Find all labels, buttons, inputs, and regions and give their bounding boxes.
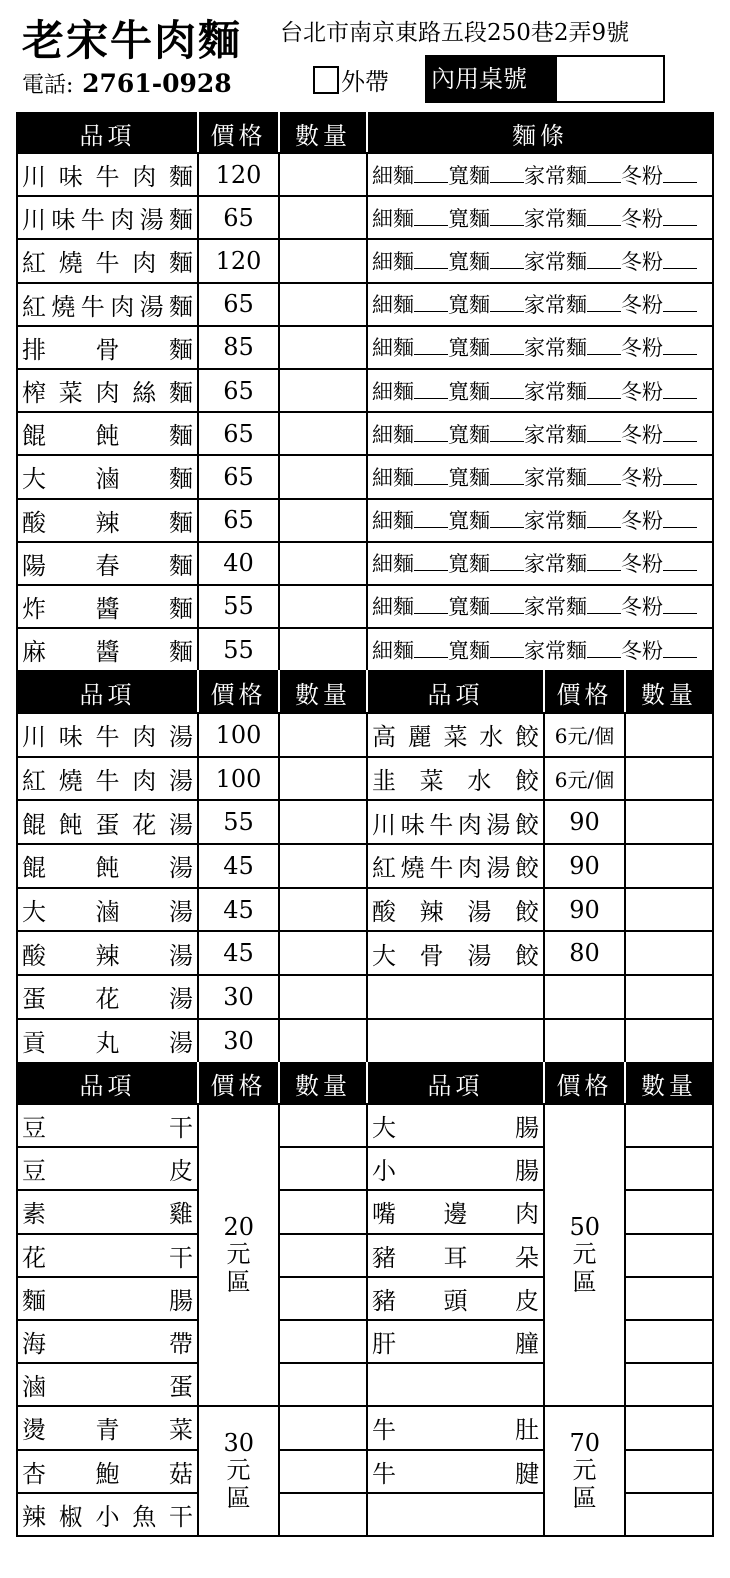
- item-price: 55: [198, 800, 279, 844]
- quantity-cell[interactable]: [625, 975, 713, 1019]
- item-name: 紅燒牛肉麵: [17, 239, 198, 282]
- noodle-option-blank[interactable]: [587, 384, 621, 399]
- item-name: 牛肚: [367, 1406, 544, 1449]
- noodle-option-blank[interactable]: [587, 297, 621, 312]
- table-row: [17, 239, 713, 282]
- noodle-option-blank[interactable]: [414, 297, 448, 312]
- table-row: [17, 1104, 713, 1147]
- table-row: [17, 196, 713, 239]
- noodle-option-blank[interactable]: [663, 427, 697, 442]
- quantity-cell[interactable]: [279, 1234, 367, 1277]
- noodle-option-label: 冬粉: [621, 293, 663, 318]
- item-name: 大骨湯餃: [367, 931, 544, 975]
- noodle-option-label: 冬粉: [621, 552, 663, 577]
- quantity-cell[interactable]: [279, 153, 367, 196]
- table-number-field[interactable]: [555, 55, 665, 103]
- table-row: [17, 800, 713, 844]
- noodle-option-label: 寬麵: [448, 638, 490, 663]
- item-name: 川味牛肉湯餃: [367, 800, 544, 844]
- item-name: 酸辣麵: [17, 499, 198, 542]
- noodle-option-label: 細麵: [372, 206, 414, 231]
- item-name: 餛飩麵: [17, 412, 198, 455]
- table-row: [17, 975, 713, 1019]
- noodle-option-blank[interactable]: [490, 470, 524, 485]
- quantity-cell[interactable]: [279, 975, 367, 1019]
- noodle-option-blank[interactable]: [414, 384, 448, 399]
- item-name: 餛飩蛋花湯: [17, 800, 198, 844]
- quantity-cell[interactable]: [279, 1104, 367, 1147]
- item-name: 豆皮: [17, 1147, 198, 1190]
- item-name: 貢丸湯: [17, 1019, 198, 1063]
- item-price: 85: [198, 326, 279, 369]
- col-header-qty: 數量: [625, 1063, 713, 1104]
- table-row: [17, 757, 713, 801]
- noodle-option-blank[interactable]: [414, 556, 448, 571]
- price-zone-label: 50元區: [569, 1212, 601, 1296]
- item-name: 大腸: [367, 1104, 544, 1147]
- item-price: 65: [198, 412, 279, 455]
- noodle-table: [16, 112, 714, 672]
- noodle-option-label: 家常麵: [524, 293, 587, 318]
- noodle-option-label: 家常麵: [524, 336, 587, 361]
- item-price: 45: [198, 888, 279, 932]
- noodle-option-blank[interactable]: [490, 168, 524, 183]
- col-header-price: 價格: [198, 671, 279, 713]
- noodle-option-blank[interactable]: [414, 168, 448, 183]
- col-header-price: 價格: [544, 671, 625, 713]
- quantity-cell[interactable]: [279, 888, 367, 932]
- col-header-qty: 數量: [279, 1063, 367, 1104]
- quantity-cell[interactable]: [279, 1493, 367, 1536]
- noodle-option-label: 細麵: [372, 293, 414, 318]
- item-name: 川味牛肉湯麵: [17, 196, 198, 239]
- noodle-option-label: 細麵: [372, 336, 414, 361]
- noodle-option-label: 寬麵: [448, 293, 490, 318]
- item-price: 40: [198, 542, 279, 585]
- takeout-option[interactable]: [313, 62, 389, 97]
- noodle-option-blank[interactable]: [663, 254, 697, 269]
- quantity-cell[interactable]: [279, 369, 367, 412]
- table-row: [17, 844, 713, 888]
- noodle-option-label: 冬粉: [621, 206, 663, 231]
- noodle-option-label: 寬麵: [448, 509, 490, 534]
- noodle-option-label: 家常麵: [524, 595, 587, 620]
- quantity-cell[interactable]: [279, 542, 367, 585]
- item-name: 麵腸: [17, 1277, 198, 1320]
- table-row: [17, 283, 713, 326]
- noodle-options: [367, 196, 713, 239]
- shop-name: 老宋牛肉麵: [22, 16, 243, 65]
- table-row: [17, 888, 713, 932]
- item-name: 酸辣湯餃: [367, 888, 544, 932]
- noodle-option-blank[interactable]: [663, 643, 697, 658]
- quantity-cell[interactable]: [625, 713, 713, 757]
- item-price: 45: [198, 844, 279, 888]
- item-name: 杏鮑菇: [17, 1450, 198, 1493]
- noodle-options: [367, 369, 713, 412]
- item-price: 6元/個: [544, 713, 625, 757]
- noodle-option-label: 細麵: [372, 552, 414, 577]
- quantity-cell[interactable]: [279, 1363, 367, 1406]
- item-name: 豬耳朵: [367, 1234, 544, 1277]
- noodle-option-blank[interactable]: [587, 470, 621, 485]
- col-header-price: 價格: [544, 1063, 625, 1104]
- noodle-option-blank[interactable]: [414, 643, 448, 658]
- col-header-item: 品項: [367, 1063, 544, 1104]
- item-name: 陽春麵: [17, 542, 198, 585]
- item-name: 酸辣湯: [17, 931, 198, 975]
- noodle-option-blank[interactable]: [663, 297, 697, 312]
- noodle-option-label: 家常麵: [524, 163, 587, 188]
- price-zone: [198, 1104, 279, 1406]
- noodle-option-label: 家常麵: [524, 509, 587, 534]
- quantity-cell[interactable]: [279, 713, 367, 757]
- noodle-option-blank[interactable]: [587, 427, 621, 442]
- noodle-option-blank[interactable]: [663, 513, 697, 528]
- item-name: 紅燒牛肉湯餃: [367, 844, 544, 888]
- table-row: [17, 455, 713, 498]
- item-price: 30: [198, 1019, 279, 1063]
- quantity-cell[interactable]: [279, 326, 367, 369]
- item-price: 100: [198, 757, 279, 801]
- table-row: [17, 931, 713, 975]
- noodle-option-label: 寬麵: [448, 379, 490, 404]
- noodle-option-label: 細麵: [372, 509, 414, 534]
- item-name: 辣椒小魚干: [17, 1493, 198, 1536]
- noodle-option-blank[interactable]: [414, 211, 448, 226]
- item-name: 紅燒牛肉湯: [17, 757, 198, 801]
- table-row: [17, 1019, 713, 1063]
- noodle-option-label: 寬麵: [448, 465, 490, 490]
- noodle-option-blank[interactable]: [587, 211, 621, 226]
- quantity-cell[interactable]: [625, 1493, 713, 1536]
- quantity-cell[interactable]: [279, 1190, 367, 1233]
- quantity-cell[interactable]: [279, 757, 367, 801]
- item-price: 120: [198, 153, 279, 196]
- noodle-option-blank[interactable]: [663, 168, 697, 183]
- quantity-cell[interactable]: [625, 1450, 713, 1493]
- quantity-cell[interactable]: [625, 757, 713, 801]
- phone-label: 電話:: [22, 73, 74, 98]
- item-name: 榨菜肉絲麵: [17, 369, 198, 412]
- noodle-option-blank[interactable]: [490, 211, 524, 226]
- item-price: [544, 975, 625, 1019]
- item-name: 嘴邊肉: [367, 1190, 544, 1233]
- item-name: 素雞: [17, 1190, 198, 1233]
- item-name: 大滷麵: [17, 455, 198, 498]
- noodle-option-blank[interactable]: [587, 340, 621, 355]
- noodle-option-label: 家常麵: [524, 465, 587, 490]
- item-name: 燙青菜: [17, 1406, 198, 1449]
- item-name: 紅燒牛肉湯麵: [17, 283, 198, 326]
- phone: [22, 68, 232, 99]
- item-price: 80: [544, 931, 625, 975]
- item-price: 45: [198, 931, 279, 975]
- noodle-option-blank[interactable]: [663, 340, 697, 355]
- noodle-option-label: 冬粉: [621, 422, 663, 447]
- quantity-cell[interactable]: [279, 1450, 367, 1493]
- noodle-option-blank[interactable]: [414, 254, 448, 269]
- noodle-option-label: 寬麵: [448, 163, 490, 188]
- quantity-cell[interactable]: [279, 931, 367, 975]
- noodle-option-label: 冬粉: [621, 163, 663, 188]
- quantity-cell[interactable]: [279, 499, 367, 542]
- quantity-cell[interactable]: [279, 283, 367, 326]
- noodle-options: [367, 283, 713, 326]
- quantity-cell[interactable]: [279, 1019, 367, 1063]
- table-row: [17, 1406, 713, 1449]
- quantity-cell[interactable]: [625, 1147, 713, 1190]
- col-header-qty: 數量: [279, 671, 367, 713]
- noodle-option-label: 寬麵: [448, 206, 490, 231]
- noodle-option-blank[interactable]: [414, 427, 448, 442]
- price-zone: [544, 1406, 625, 1536]
- col-header-item: 品項: [17, 113, 198, 153]
- price-zone-label: 30元區: [223, 1428, 255, 1512]
- noodle-option-label: 冬粉: [621, 336, 663, 361]
- col-header-price: 價格: [198, 1063, 279, 1104]
- col-header-qty: 數量: [279, 113, 367, 153]
- noodle-option-blank[interactable]: [587, 599, 621, 614]
- item-name: 海帶: [17, 1320, 198, 1363]
- item-name: 豬頭皮: [367, 1277, 544, 1320]
- item-name: 韭菜水餃: [367, 757, 544, 801]
- item-name: [367, 975, 544, 1019]
- dinein-label: 內用桌號: [425, 55, 555, 103]
- dinein-table-number: [425, 55, 665, 103]
- item-price: 30: [198, 975, 279, 1019]
- noodle-option-label: 冬粉: [621, 249, 663, 274]
- quantity-cell[interactable]: [625, 1277, 713, 1320]
- item-price: 90: [544, 800, 625, 844]
- item-price: 90: [544, 888, 625, 932]
- noodle-option-label: 細麵: [372, 638, 414, 663]
- item-price: 65: [198, 499, 279, 542]
- address: 台北市南京東路五段250巷2弄9號: [280, 20, 630, 46]
- quantity-cell[interactable]: [279, 585, 367, 628]
- side-dish-table: [16, 1062, 714, 1537]
- quantity-cell[interactable]: [279, 455, 367, 498]
- noodle-option-blank[interactable]: [414, 340, 448, 355]
- item-name: 蛋花湯: [17, 975, 198, 1019]
- noodle-option-label: 寬麵: [448, 595, 490, 620]
- quantity-cell[interactable]: [279, 800, 367, 844]
- noodle-option-blank[interactable]: [490, 340, 524, 355]
- item-name: 大滷湯: [17, 888, 198, 932]
- price-zone-label: 70元區: [569, 1428, 601, 1512]
- item-price: 55: [198, 628, 279, 671]
- noodle-option-label: 細麵: [372, 249, 414, 274]
- noodle-options: [367, 628, 713, 671]
- quantity-cell[interactable]: [279, 239, 367, 282]
- noodle-option-blank[interactable]: [587, 168, 621, 183]
- noodle-option-label: 冬粉: [621, 638, 663, 663]
- quantity-cell[interactable]: [625, 800, 713, 844]
- noodle-option-blank[interactable]: [490, 427, 524, 442]
- noodle-option-blank[interactable]: [490, 384, 524, 399]
- noodle-option-label: 家常麵: [524, 552, 587, 577]
- item-price: 65: [198, 283, 279, 326]
- noodle-option-blank[interactable]: [490, 254, 524, 269]
- item-name: 肝膧: [367, 1320, 544, 1363]
- noodle-options: [367, 455, 713, 498]
- noodle-options: [367, 326, 713, 369]
- noodle-options: [367, 542, 713, 585]
- table-row: [17, 585, 713, 628]
- quantity-cell[interactable]: [625, 1406, 713, 1449]
- noodle-option-blank[interactable]: [490, 643, 524, 658]
- noodle-option-blank[interactable]: [587, 254, 621, 269]
- price-zone: [198, 1406, 279, 1536]
- table-row: [17, 369, 713, 412]
- item-price: [544, 1019, 625, 1063]
- noodle-option-label: 家常麵: [524, 379, 587, 404]
- item-price: 120: [198, 239, 279, 282]
- noodle-option-label: 冬粉: [621, 379, 663, 404]
- item-price: 6元/個: [544, 757, 625, 801]
- item-price: 65: [198, 455, 279, 498]
- quantity-cell[interactable]: [279, 412, 367, 455]
- col-header-item: 品項: [17, 671, 198, 713]
- table-row: [17, 153, 713, 196]
- quantity-cell[interactable]: [625, 1190, 713, 1233]
- noodle-option-label: 冬粉: [621, 595, 663, 620]
- soup-dumpling-table: [16, 670, 714, 1064]
- noodle-option-blank[interactable]: [587, 643, 621, 658]
- col-header-item: 品項: [17, 1063, 198, 1104]
- phone-number: 2761-0928: [82, 69, 232, 98]
- quantity-cell[interactable]: [279, 1277, 367, 1320]
- noodle-option-blank[interactable]: [414, 470, 448, 485]
- noodle-option-label: 寬麵: [448, 249, 490, 274]
- price-zone-label: 20元區: [223, 1212, 255, 1296]
- quantity-cell[interactable]: [279, 196, 367, 239]
- item-name: 川味牛肉湯: [17, 713, 198, 757]
- noodle-option-blank[interactable]: [663, 599, 697, 614]
- noodle-option-blank[interactable]: [587, 513, 621, 528]
- noodle-option-blank[interactable]: [587, 556, 621, 571]
- noodle-option-label: 細麵: [372, 379, 414, 404]
- item-name: 牛腱: [367, 1450, 544, 1493]
- item-name: [367, 1363, 544, 1406]
- quantity-cell[interactable]: [625, 1019, 713, 1063]
- noodle-option-blank[interactable]: [490, 556, 524, 571]
- item-price: 55: [198, 585, 279, 628]
- item-name: [367, 1019, 544, 1063]
- quantity-cell[interactable]: [625, 888, 713, 932]
- table-row: [17, 499, 713, 542]
- table-row: [17, 628, 713, 671]
- quantity-cell[interactable]: [279, 1320, 367, 1363]
- noodle-option-label: 家常麵: [524, 249, 587, 274]
- item-name: 餛飩湯: [17, 844, 198, 888]
- noodle-option-label: 家常麵: [524, 206, 587, 231]
- quantity-cell[interactable]: [625, 1363, 713, 1406]
- noodle-option-blank[interactable]: [663, 211, 697, 226]
- table-row: [17, 542, 713, 585]
- takeout-label: 外帶: [341, 68, 389, 96]
- noodle-option-blank[interactable]: [490, 599, 524, 614]
- noodle-options: [367, 239, 713, 282]
- noodle-option-blank[interactable]: [490, 297, 524, 312]
- item-name: 麻醬麵: [17, 628, 198, 671]
- item-name: 川味牛肉麵: [17, 153, 198, 196]
- quantity-cell[interactable]: [625, 1320, 713, 1363]
- quantity-cell[interactable]: [625, 1234, 713, 1277]
- item-name: 高麗菜水餃: [367, 713, 544, 757]
- item-name: 豆干: [17, 1104, 198, 1147]
- item-price: 65: [198, 196, 279, 239]
- quantity-cell[interactable]: [279, 628, 367, 671]
- noodle-options: [367, 153, 713, 196]
- table-row: [17, 326, 713, 369]
- noodle-option-label: 家常麵: [524, 422, 587, 447]
- noodle-option-label: 細麵: [372, 465, 414, 490]
- quantity-cell[interactable]: [625, 1104, 713, 1147]
- noodle-option-blank[interactable]: [414, 513, 448, 528]
- item-price: 65: [198, 369, 279, 412]
- item-name: 小腸: [367, 1147, 544, 1190]
- col-header-price: 價格: [198, 113, 279, 153]
- quantity-cell[interactable]: [625, 844, 713, 888]
- noodle-option-label: 細麵: [372, 422, 414, 447]
- quantity-cell[interactable]: [279, 1147, 367, 1190]
- item-name: 排骨麵: [17, 326, 198, 369]
- noodle-option-label: 細麵: [372, 163, 414, 188]
- item-name: 滷蛋: [17, 1363, 198, 1406]
- table-row: [17, 713, 713, 757]
- noodle-option-blank[interactable]: [663, 556, 697, 571]
- noodle-option-label: 冬粉: [621, 465, 663, 490]
- item-name: [367, 1493, 544, 1536]
- noodle-option-blank[interactable]: [663, 384, 697, 399]
- quantity-cell[interactable]: [279, 1406, 367, 1449]
- noodle-option-label: 寬麵: [448, 336, 490, 361]
- col-header-noodle: 麵條: [367, 113, 713, 153]
- item-name: 炸醬麵: [17, 585, 198, 628]
- noodle-option-blank[interactable]: [663, 470, 697, 485]
- quantity-cell[interactable]: [279, 844, 367, 888]
- noodle-option-label: 冬粉: [621, 509, 663, 534]
- noodle-option-label: 家常麵: [524, 638, 587, 663]
- noodle-option-blank[interactable]: [490, 513, 524, 528]
- noodle-option-label: 寬麵: [448, 552, 490, 577]
- col-header-qty: 數量: [625, 671, 713, 713]
- price-zone: [544, 1104, 625, 1406]
- col-header-item: 品項: [367, 671, 544, 713]
- table-row: [17, 412, 713, 455]
- noodle-options: [367, 499, 713, 542]
- item-name: 花干: [17, 1234, 198, 1277]
- noodle-option-label: 寬麵: [448, 422, 490, 447]
- item-price: 90: [544, 844, 625, 888]
- noodle-option-blank[interactable]: [414, 599, 448, 614]
- takeout-checkbox[interactable]: [313, 66, 339, 94]
- quantity-cell[interactable]: [625, 931, 713, 975]
- noodle-option-label: 細麵: [372, 595, 414, 620]
- item-price: 100: [198, 713, 279, 757]
- noodle-options: [367, 412, 713, 455]
- noodle-options: [367, 585, 713, 628]
